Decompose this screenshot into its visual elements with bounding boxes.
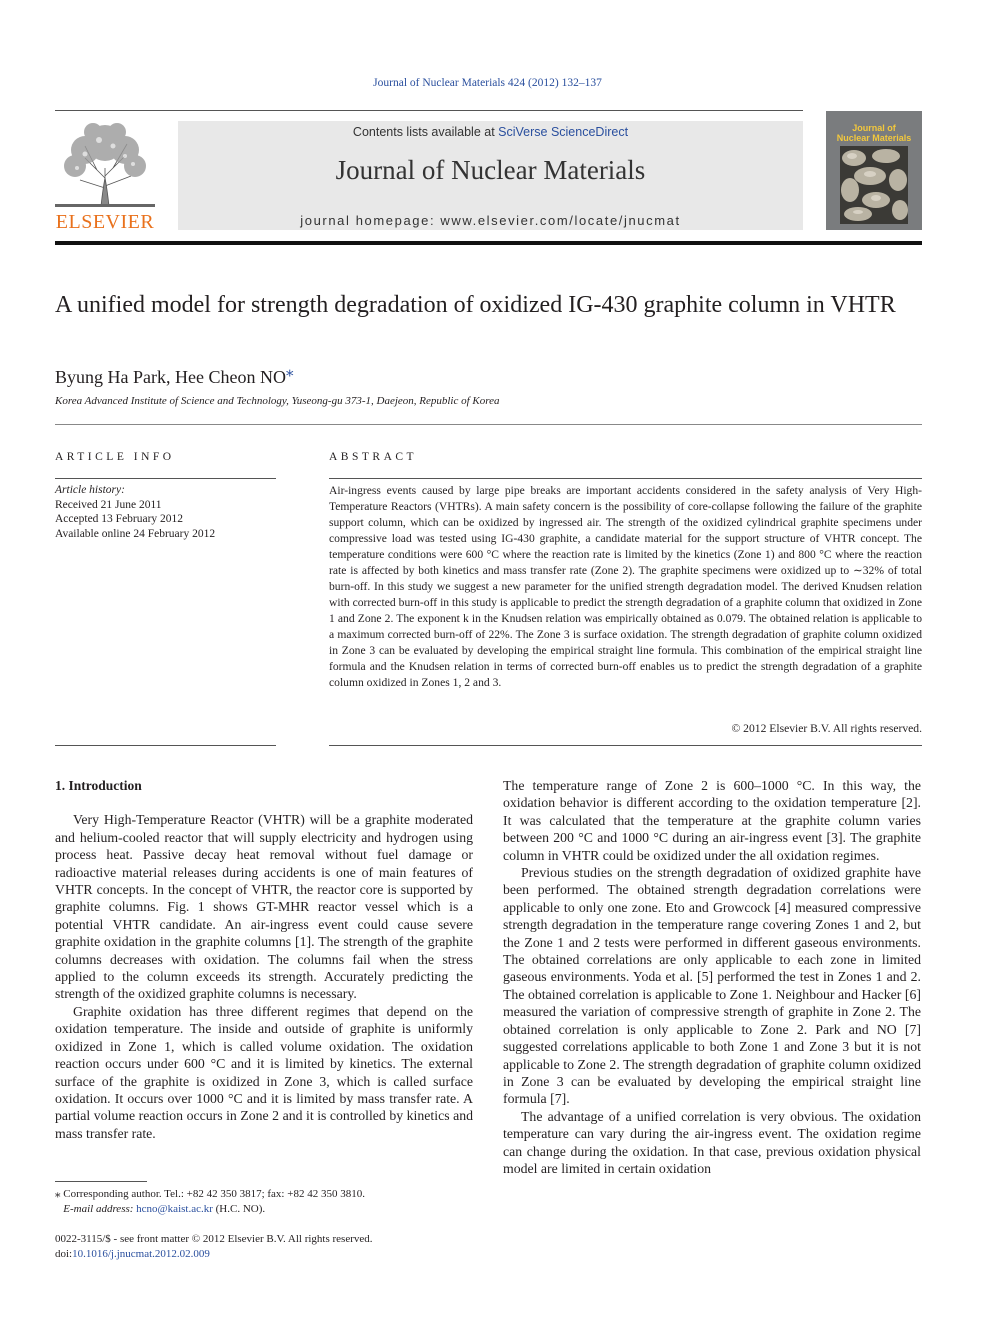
article-history <box>55 483 215 541</box>
authors-text: Byung Ha Park, Hee Cheon NO <box>55 367 286 387</box>
cover-micrograph-image <box>840 146 908 224</box>
email-label: E-mail address: <box>63 1202 134 1215</box>
paragraph: Graphite oxidation has three different regimes that depend on the oxidation temperature. The inside and outside of graphite is uniformly oxidized in Zone 1, which is called volume oxidation. The oxidation reaction occurs under 600 °C and it is limited by kinetics. The external surface of the graphite is oxidized in Zone 3, which is called surface oxidation. It occurs over 1000 °C and it is limited by mass transfer rate. A partial volume reaction occurs in Zone 2 and it is controlled by kinetics and mass transfer rate. <box>55 1003 473 1141</box>
body-left-column <box>55 777 473 1142</box>
header-rule <box>55 110 803 111</box>
corresponding-author-mark[interactable]: ⁎ <box>285 364 294 380</box>
paragraph: The advantage of a unified correlation is very obvious. The oxidation temperature can vary during the air-ingress event. The oxidation regime can change during the oxidation. In that case, previous oxidation physical model are limited in certain oxidation <box>503 1108 921 1176</box>
abstract-heading: ABSTRACT <box>329 451 418 463</box>
cover-title-line2: Nuclear Materials <box>836 133 912 143</box>
front-matter-info <box>55 1232 373 1261</box>
received-date: Received 21 June 2011 <box>55 498 162 511</box>
doi-line <box>55 1247 373 1262</box>
header-thick-rule <box>55 241 922 245</box>
article-info-bottom-rule <box>55 745 276 746</box>
abstract-top-rule <box>329 478 922 479</box>
article-info-top-rule <box>55 478 276 479</box>
elsevier-tree-icon <box>55 118 155 210</box>
issn-line: 0022-3115/$ - see front matter © 2012 Elsevier B.V. All rights reserved. <box>55 1233 373 1245</box>
paragraph: The temperature range of Zone 2 is 600–1000 °C. In this way, the oxidation behavior is different according to the oxidation temperature [2]. It was calculated that the temperature at the graphite column varies between 200 °C and 1000 °C during an air-ingress event [3]. The graphite column in VHTR could be oxidized under the all oxidation regimes. <box>503 778 921 863</box>
cover-title-line1: Journal of <box>852 123 896 133</box>
abstract-bottom-rule <box>329 745 922 746</box>
author-list <box>55 362 293 388</box>
doi-label: doi: <box>55 1247 73 1260</box>
body-right-column <box>503 777 921 1177</box>
cover-title <box>826 123 922 143</box>
journal-banner <box>178 121 803 230</box>
title-rule <box>55 424 922 425</box>
section-heading-introduction: 1. Introduction <box>55 778 142 793</box>
paragraph: Previous studies on the strength degradation of oxidized graphite have been performed. The obtained strength degradation correlations were applicable to only one zone. Eto and Growcock [4] measured compressive strength degradation in the temperature range covering Zones 1 and 2, but the Zone 1 and 2 tests were performed in different gaseous environments. The obtained correlations are only applicable to each zone in limited gaseous environments. Yoda et al. [5] performed the test in Zones 1 and 2. The obtained correlation is applicable to Zone 1. Neighbour and Hacker [6] measured the variation of compressive strength of graphite in Zone 2. The obtained correlation is only applicable to Zone 2. Park and NO [7] suggested correlations applicable to both Zone 1 and Zone 3 but it is not applicable to Zone 2. The strength degradation of graphite column oxidized in Zone 3 can be evaluated by developing the empirical straight line formula [7]. <box>503 865 921 1107</box>
accepted-date: Accepted 13 February 2012 <box>55 513 184 525</box>
online-date: Available online 24 February 2012 <box>55 527 216 540</box>
email-link[interactable]: hcno@kaist.ac.kr <box>136 1202 213 1215</box>
abstract-copyright: © 2012 Elsevier B.V. All rights reserved. <box>731 722 922 735</box>
sciencedirect-link[interactable]: SciVerse ScienceDirect <box>498 125 629 139</box>
email-suffix: (H.C. NO). <box>215 1202 266 1215</box>
elsevier-logo[interactable] <box>55 118 155 236</box>
elsevier-wordmark: ELSEVIER <box>55 211 155 233</box>
journal-cover[interactable] <box>826 111 922 230</box>
footnote-rule <box>55 1181 147 1182</box>
article-title: A unified model for strength degradation of oxidized IG-430 graphite column in VHTR <box>55 292 896 318</box>
affiliation: Korea Advanced Institute of Science and Technology, Yuseong-gu 373-1, Daejeon, Republic of Korea <box>55 395 500 407</box>
corresponding-author-note: ⁎ Corresponding author. Tel.: +82 42 350 3817; fax: +82 42 350 3810. <box>55 1188 365 1200</box>
doi-link[interactable]: 10.1016/j.jnucmat.2012.02.009 <box>72 1247 210 1260</box>
email-line <box>55 1202 365 1217</box>
footnote <box>55 1187 365 1216</box>
contents-prefix: Contents lists available at <box>352 125 499 139</box>
paragraph: Very High-Temperature Reactor (VHTR) will be a graphite moderated and helium-cooled reactor that will supply electricity and hydrogen using process heat. Passive decay heat removal without fuel damage or radioactive material releases during accidents is one of main features of VHTR concepts. In the concept of VHTR, the reactor core is supported by graphite columns. Fig. 1 shows GT-MHR reactor vessel which is a potential VHTR candidate. An air-ingress event could cause severe graphite oxidation in the graphite columns [1]. The strength of the graphite columns decreases with oxidation. The columns fail when the stress applied to the column exceeds its strength. Accurately predicting the strength of the oxidized graphite columns is necessary. <box>55 812 473 1002</box>
journal-reference[interactable]: Journal of Nuclear Materials 424 (2012) 132–137 <box>373 77 602 89</box>
abstract-text: Air-ingress events caused by large pipe breaks are important accidents considered in the safety analysis of Very High-Temperature Reactors (VHTRs). A main safety concern is the possibility of core-collapse following the failure of the graphite support column, which can be oxidized by ingressed air. The strength of the oxidized cylindrical graphite specimens under compressive load was tested using IG-430 graphite, a candidate material for the support structure of VHTR concept. The temperature conditions were 600 °C where the reaction rate is limited by the kinetics (Zone 1) and 800 °C where the reaction rate is affected by both kinetics and mass transfer rate (Zone 2). The graphite specimens were oxidized up to ∼32% of total burn-off. In this study we suggest a new parameter for the unified strength degradation model. The derived Knudsen relation with corrected burn-off in this study is applicable to predict the strength degradation of a graphite column that oxidized in Zone 1 and Zone 2. The exponent k in the Knudsen relation was empirically obtained as 0.079. The obtained relation is applicable to a maximum corrected burn-off of 22%. The Zone 3 is surface oxidation. The strength degradation of graphite column oxidized in Zone 3 can be evaluated by developing the empirical straight line formula. This combination of the empirical straight line formula and the Knudsen relation in terms of corrected burn-off enables us to predict the strength degradation of a graphite column oxidized in Zones 1, 2 and 3. <box>329 484 922 689</box>
journal-homepage[interactable]: journal homepage: www.elsevier.com/locate/jnucmat <box>300 213 681 228</box>
history-label: Article history: <box>55 484 125 496</box>
contents-line <box>178 125 803 139</box>
journal-title: Journal of Nuclear Materials <box>335 155 646 185</box>
article-info-heading: ARTICLE INFO <box>55 451 175 463</box>
